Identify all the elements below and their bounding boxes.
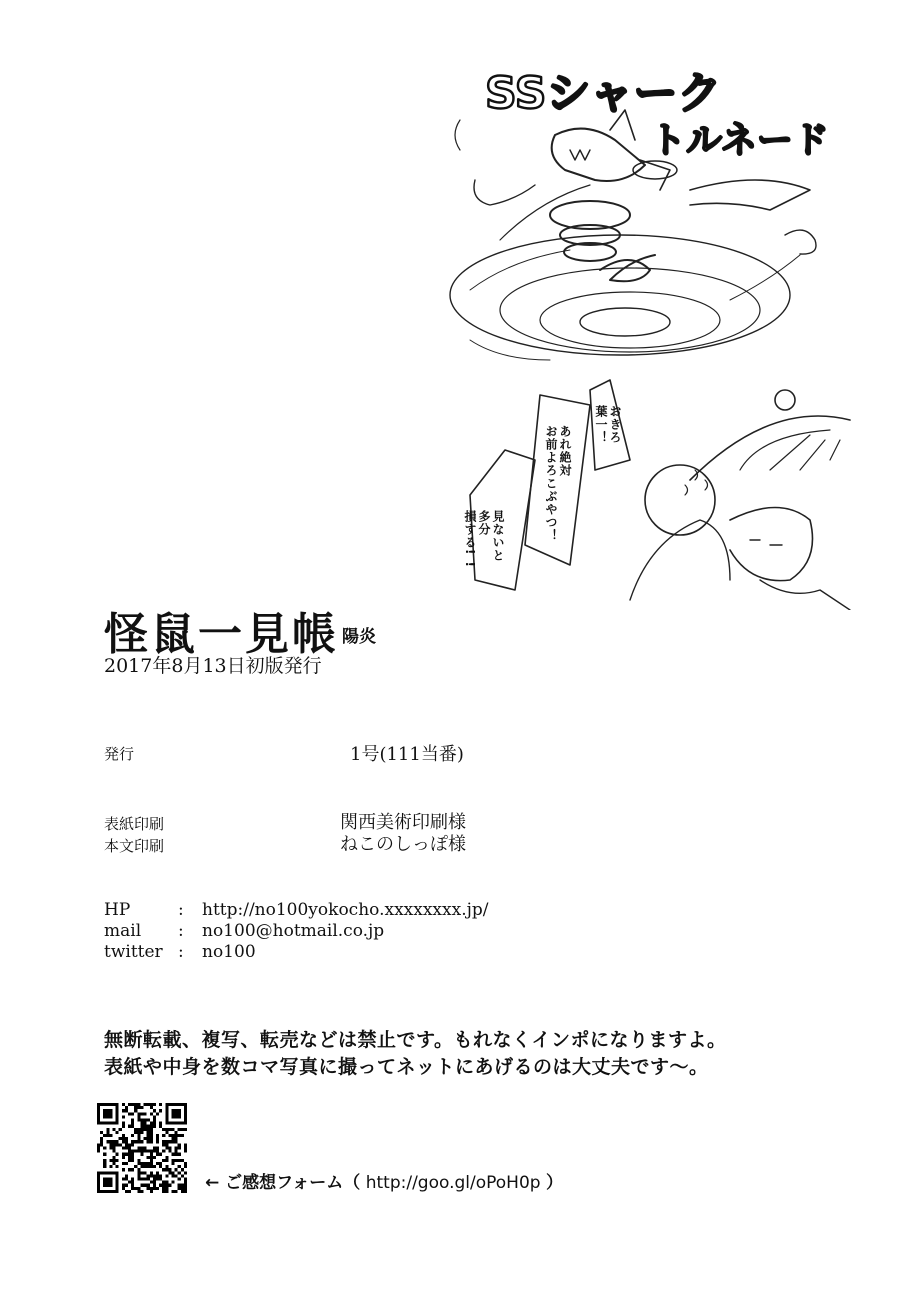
qr-code[interactable] <box>97 1103 187 1193</box>
cover-print-value: 関西美術印刷様 <box>340 812 466 833</box>
contact-hp-sep: : <box>178 900 184 920</box>
sketch-title-line1: SSシャーク <box>485 68 722 119</box>
speech-bubble-2-text: あれ絶対お前よろこぶやつ！ <box>544 425 572 541</box>
publisher-label: 発行 <box>104 745 135 763</box>
edition-date: 2017年8月13日初版発行 <box>104 655 322 677</box>
contact-mail-label: mail <box>104 921 142 941</box>
cover-print-label: 表紙印刷 <box>104 815 165 833</box>
body-print-value: ねこのしっぽ様 <box>340 834 466 855</box>
contact-mail-sep: : <box>178 921 184 941</box>
book-title: 怪鼠一見帳 <box>104 609 339 660</box>
contact-hp-link[interactable]: http://no100yokocho.xxxxxxxx.jp/ <box>202 900 489 920</box>
contact-twitter-sep: : <box>178 942 184 962</box>
feedback-label: ← ご感想フォーム（ <box>205 1173 361 1193</box>
contact-twitter-label: twitter <box>104 942 163 962</box>
characters-drawing <box>630 390 850 610</box>
feedback-form-link[interactable] <box>205 1168 563 1193</box>
feedback-url[interactable]: http://goo.gl/oPoH0p <box>360 1173 546 1193</box>
feedback-close: ） <box>545 1173 563 1193</box>
contact-twitter-handle[interactable]: no100 <box>202 942 256 962</box>
contact-mail-link[interactable]: no100@hotmail.co.jp <box>202 921 385 941</box>
body-print-label: 本文印刷 <box>104 837 165 855</box>
copyright-notice-line1: 無断転載、複写、転売などは禁止です。もれなくインポになりますよ。 <box>104 1029 727 1051</box>
publisher-value: 1号(111当番) <box>350 744 464 765</box>
author-name: 陽炎 <box>342 627 376 647</box>
sketch-title-line2: トルネード <box>650 120 829 161</box>
speech-bubble-1-text: おきろ葉一！ <box>594 405 622 443</box>
copyright-notice-line2: 表紙や中身を数コマ写真に撮ってネットにあげるのは大丈夫です〜。 <box>104 1056 709 1078</box>
sketch-illustration <box>440 40 860 610</box>
speech-bubble-3-text: 見ないと多分損する! ! <box>463 510 505 568</box>
contact-hp-label: HP <box>104 900 131 920</box>
